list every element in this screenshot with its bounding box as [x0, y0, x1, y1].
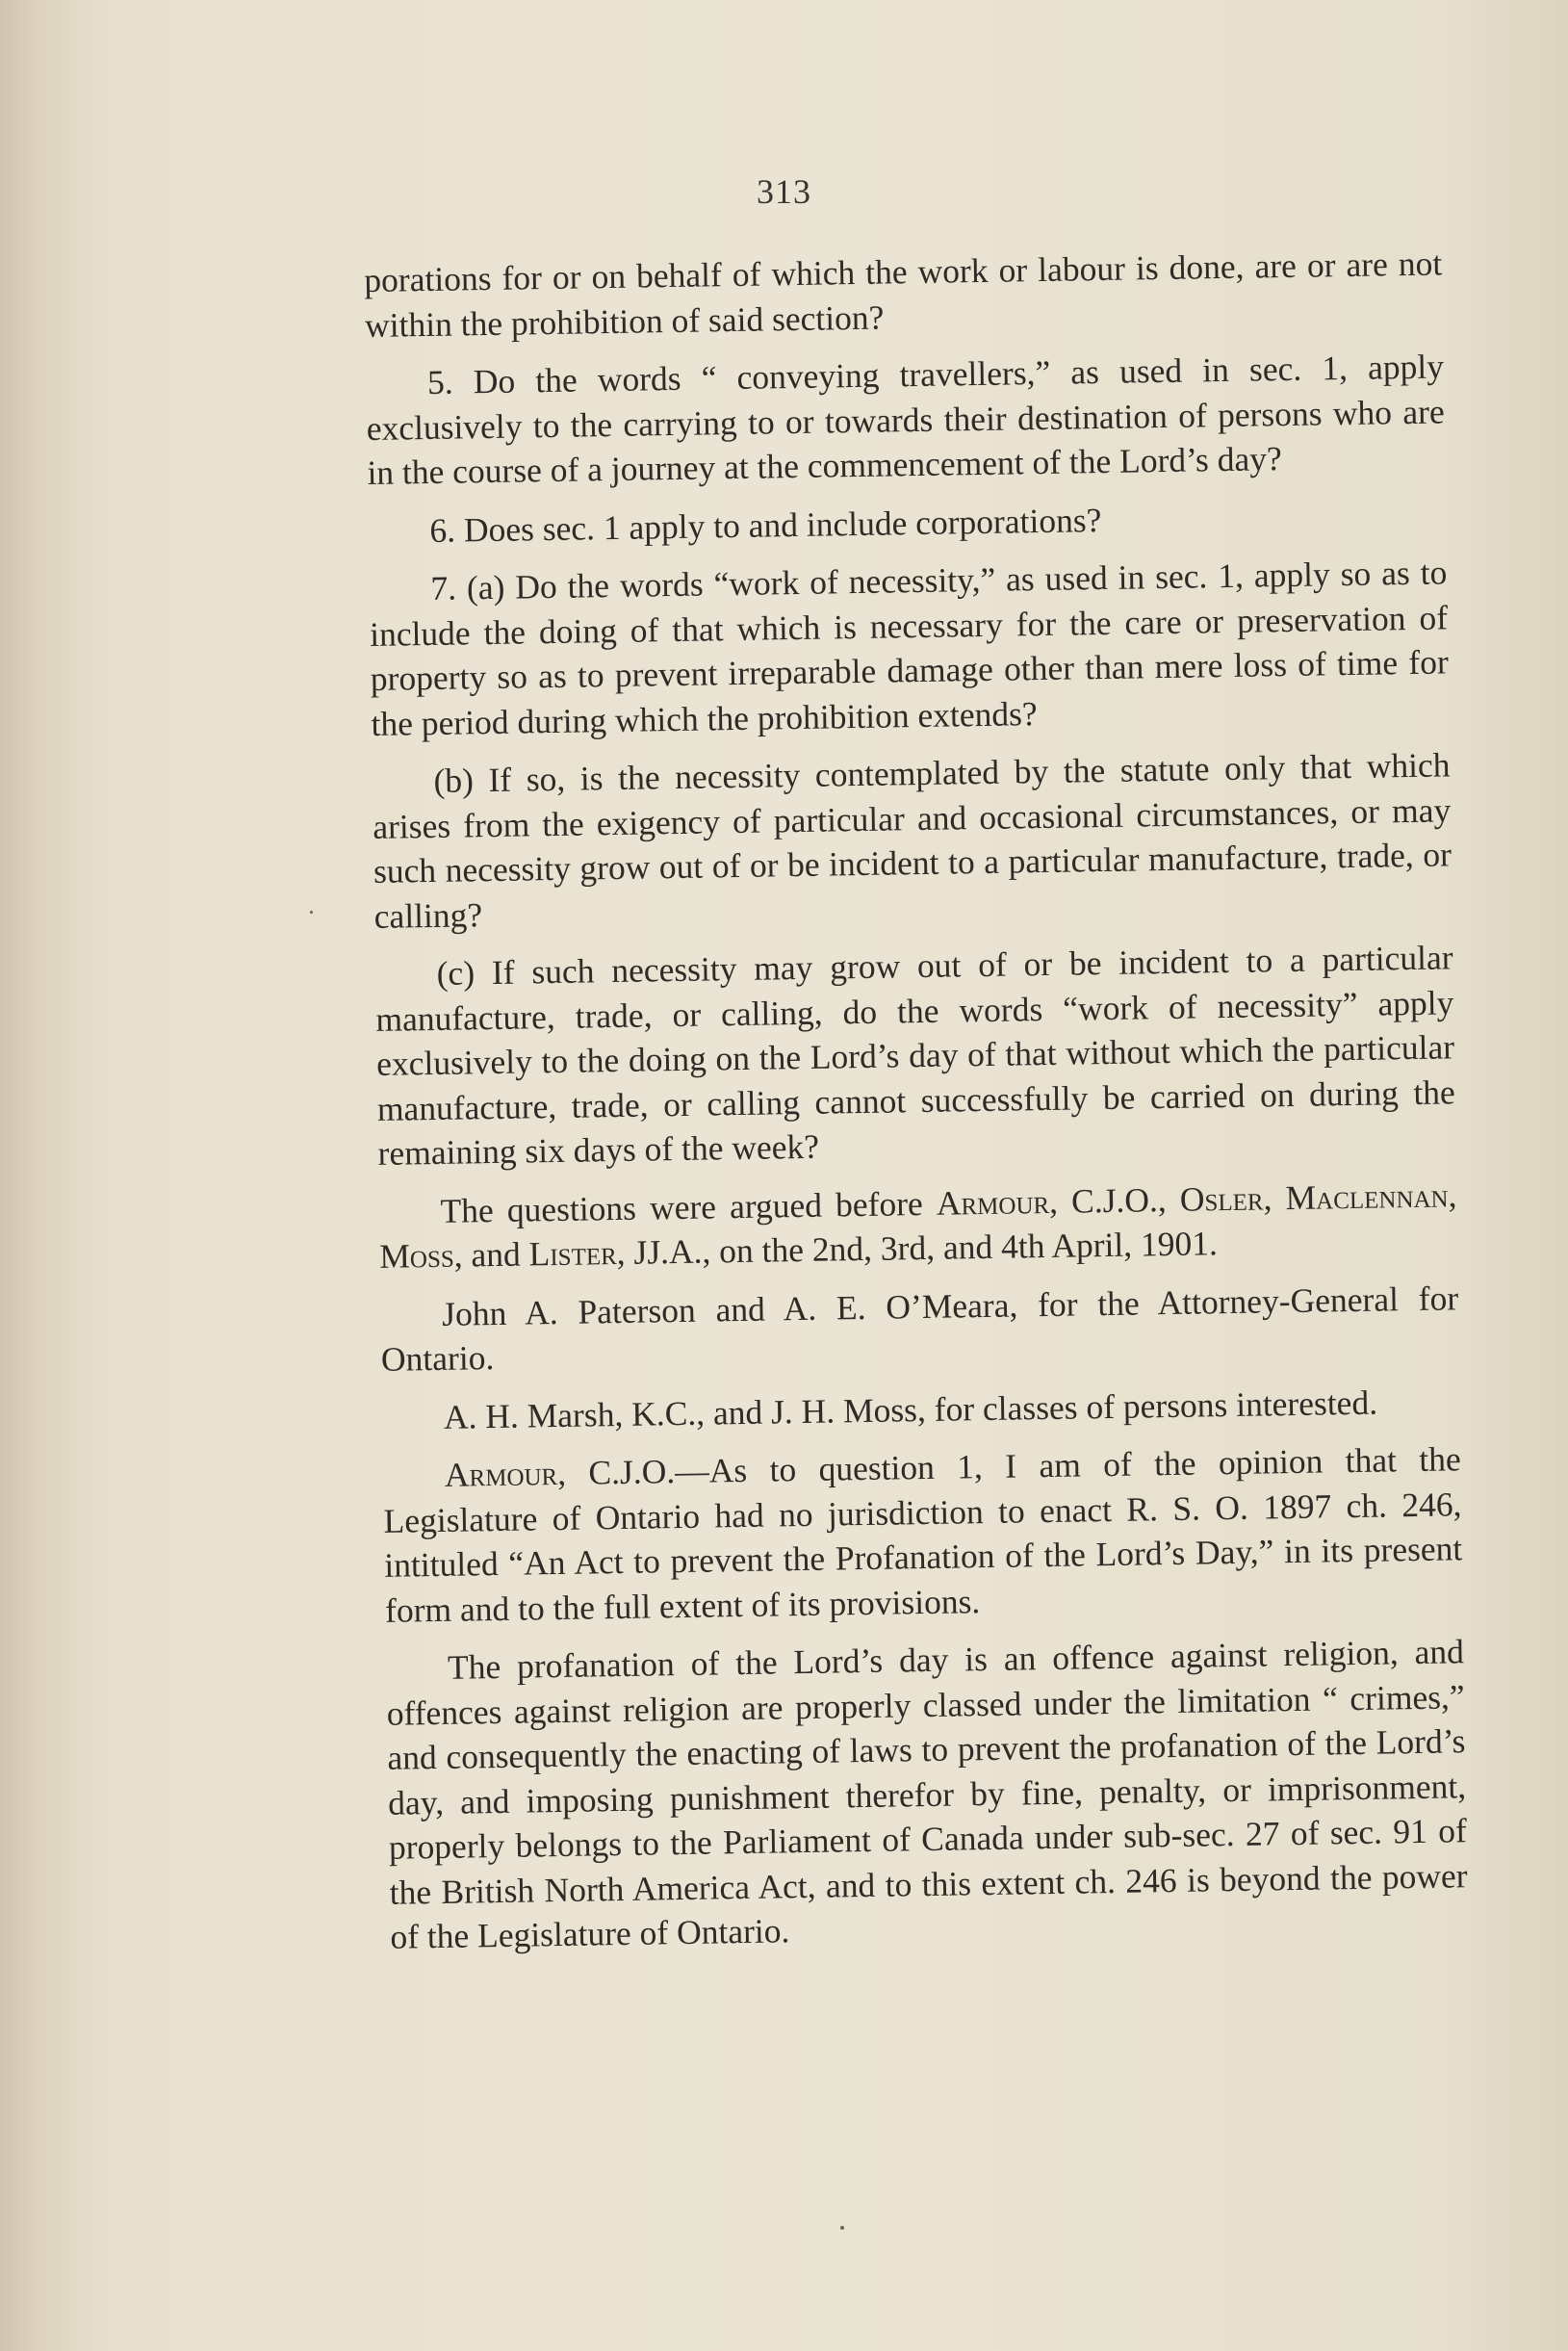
judge-maclennan: Maclennan [1285, 1175, 1449, 1217]
body-text [364, 241, 1469, 1973]
ink-speck [310, 911, 313, 914]
counsel-interested-persons: A. H. Marsh, K.C., and J. H. Moss, for classes of persons interested. [443, 1382, 1378, 1436]
opinion-paragraph-2: The profanation of the Lord’s day is an offence against religion, and offences against religion are properly classed under the limitation “ crimes,” and consequently the enacting of laws to prevent the profanation of the Lord’s day, and imposing punishment therefor by fine, penalty, or imprisonment, properly belongs to the Parliament of Canada under sub-sec. 27 of sec. 91 of the British North America Act, and to this extent ch. 246 is beyond the power of the Legislature of Ontario. [386, 1632, 1468, 1956]
judge-armour: Armour [936, 1181, 1050, 1223]
counsel-attorney-general: John A. Paterson and A. E. O’Meara, for the Attorney-General for Ontario. [380, 1278, 1459, 1379]
question-7b: (b) If so, is the necessity contemplated by the statute only that which arises from the exigency of particular and occasional circumstances, or may such necessity grow out of or be incident to a particular manufacture, trade, or calling? [372, 745, 1452, 936]
page-number: 313 [757, 172, 811, 211]
opinion-judge: Armour [444, 1453, 558, 1494]
question-6: 6. Does sec. 1 apply to and include corporations? [429, 500, 1102, 550]
ink-speck [840, 2226, 844, 2230]
argued-before: The questions were argued before Armour, C.J.O., Osler, Maclennan, Moss, and Lister, JJ.A., on the 2nd, 3rd, and 4th April, 1901. [378, 1175, 1457, 1276]
question-7a: 7. (a) Do the words “work of necessity,” as used in sec. 1, apply so as to include the doing of that which is necessary for the care or preservation of property so as to prevent irreparable damage other than mere loss of time for the period during which the prohibition extends? [369, 553, 1450, 743]
question-7c: (c) If such necessity may grow out of or be incident to a particular manufacture, trade, or calling, do the words “work of necessity” apply exclusively to the doing on the Lord’s day of that without which the particular manufacture, trade, or calling cannot successfully be carried on during the remaining six days of the week? [375, 938, 1456, 1173]
opinion-paragraph-1: Armour, C.J.O.—As to question 1, I am of the opinion that the Legislature of Ontario had no jurisdiction to enact R. S. O. 1897 ch. 246, intituled “An Act to prevent the Profanation of the Lord’s Day,” in its present form and to the full extent of its provisions. [383, 1439, 1463, 1630]
judge-lister: Lister [528, 1233, 618, 1274]
paragraph-continuation: porations for or on behalf of which the work or labour is done, are or are not within the prohibition of said section? [364, 244, 1443, 345]
judge-moss: Moss [378, 1235, 455, 1276]
question-5: 5. Do the words “ conveying travellers,” as used in sec. 1, apply exclusively to the carrying to or towards their destination of persons who are in the course of a journey at the commencement of the Lord’s day? [366, 347, 1445, 492]
judge-osler: Osler [1179, 1177, 1264, 1219]
